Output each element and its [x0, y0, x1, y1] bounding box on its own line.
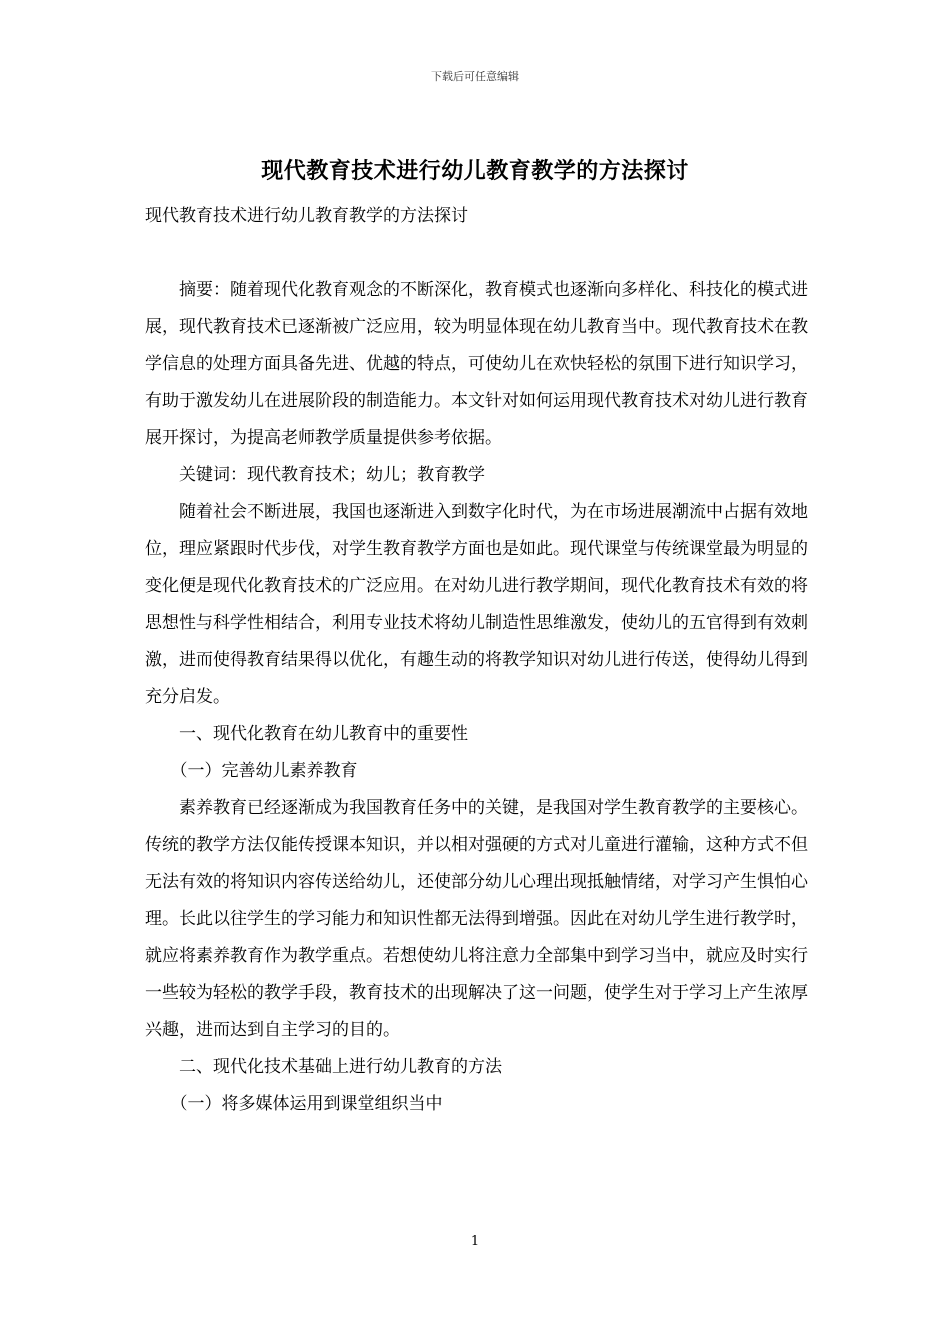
document-body: [145, 272, 808, 1123]
header-note: 下载后可任意编辑: [431, 70, 519, 83]
section-heading-2: 二、现代化技术基础上进行幼儿教育的方法: [179, 1057, 502, 1077]
body-paragraph: 素养教育已经逐渐成为我国教育任务中的关键，是我国对学生教育教学的主要核心。传统的教学方法仅能传授课本知识，并以相对强硬的方式对儿童进行灌输，这种方式不但无法有效的将知识内容传送给幼儿，还使部分幼儿心理出现抵触情绪，对学习产生惧怕心理。长此以往学生的学习能力和知识性都无法得到增强。因此在对幼儿学生进行教学时，就应将素养教育作为教学重点。若想使幼儿将注意力全部集中到学习当中，就应及时实行一些较为轻松的教学手段，教育技术的出现解决了这一问题，使学生对于学习上产生浓厚兴趣，进而达到自主学习的目的。: [145, 798, 808, 1040]
intro-paragraph: 随着社会不断进展，我国也逐渐进入到数字化时代，为在市场进展潮流中占据有效地位，理应紧跟时代步伐，对学生教育教学方面也是如此。现代课堂与传统课堂最为明显的变化便是现代化教育技术的广泛应用。在对幼儿进行教学期间，现代化教育技术有效的将思想性与科学性相结合，利用专业技术将幼儿制造性思维激发，使幼儿的五官得到有效刺激，进而使得教育结果得以优化，有趣生动的将教学知识对幼儿进行传送，使得幼儿得到充分启发。: [145, 502, 808, 707]
section-heading-1: 一、现代化教育在幼儿教育中的重要性: [179, 724, 468, 744]
subsection-heading-1-1: （一）完善幼儿素养教育: [170, 761, 358, 781]
subsection-heading-2-1: （一）将多媒体运用到课堂组织当中: [170, 1094, 443, 1114]
page-number: 1: [470, 1234, 480, 1249]
keywords-paragraph: 关键词：现代教育技术；幼儿；教育教学: [179, 465, 485, 485]
document-title: 现代教育技术进行幼儿教育教学的方法探讨: [261, 158, 689, 184]
abstract-paragraph: 摘要：随着现代化教育观念的不断深化，教育模式也逐渐向多样化、科技化的模式进展，现代教育技术已逐渐被广泛应用，较为明显体现在幼儿教育当中。现代教育技术在教学信息的处理方面具备先进、优越的特点，可使幼儿在欢快轻松的氛围下进行知识学习，有助于激发幼儿在进展阶段的制造能力。本文针对如何运用现代教育技术对幼儿进行教育展开探讨，为提高老师教学质量提供参考依据。: [145, 280, 808, 448]
document-subtitle: 现代教育技术进行幼儿教育教学的方法探讨: [145, 206, 468, 226]
